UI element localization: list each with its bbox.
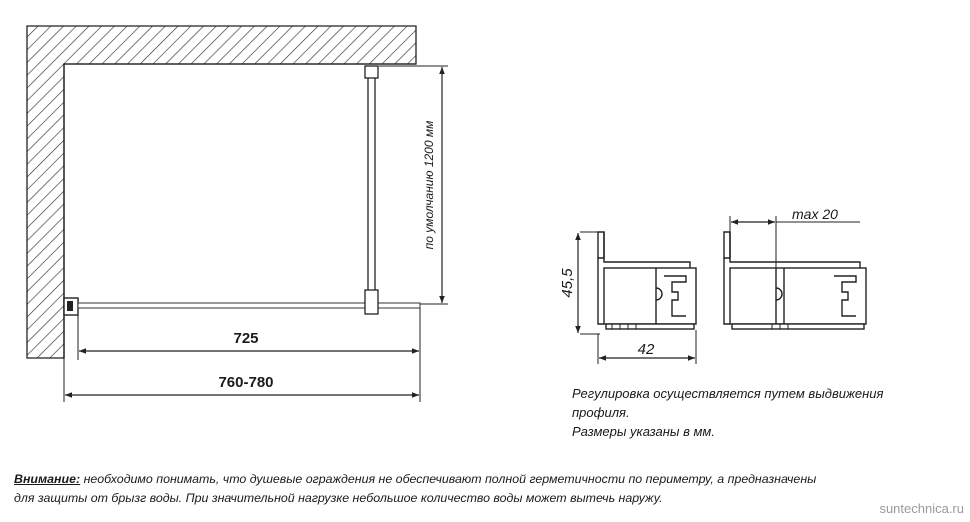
plan-view [27, 26, 448, 402]
warning-line-1: необходимо понимать, что душевые ограждения не обеспечивают полной герметичности по периметру, а предназначены [80, 472, 817, 486]
note-line-2: профиля. [572, 405, 630, 420]
support-bar [368, 72, 375, 312]
profile-height-label: 45,5 [559, 268, 576, 298]
max-extension-label: max 20 [792, 206, 838, 222]
profile-width-label: 42 [637, 341, 655, 358]
warning-text [14, 470, 964, 508]
warning-line-2: для защиты от брызг воды. При значительной нагрузке небольшое количество воды может вытечь наружу. [14, 491, 663, 505]
adjustment-note [572, 384, 883, 441]
warning-label: Внимание: [14, 472, 81, 486]
profile-extended [724, 216, 866, 329]
height-label: по умолчанию 1200 мм [422, 120, 436, 250]
watermark: suntechnica.ru [879, 501, 964, 516]
width-range-label: 760-780 [218, 374, 274, 391]
note-line-1: Регулировка осуществляется путем выдвижения [572, 386, 884, 401]
width-inner-label: 725 [233, 330, 259, 347]
note-line-3: Размеры указаны в мм. [572, 424, 715, 439]
